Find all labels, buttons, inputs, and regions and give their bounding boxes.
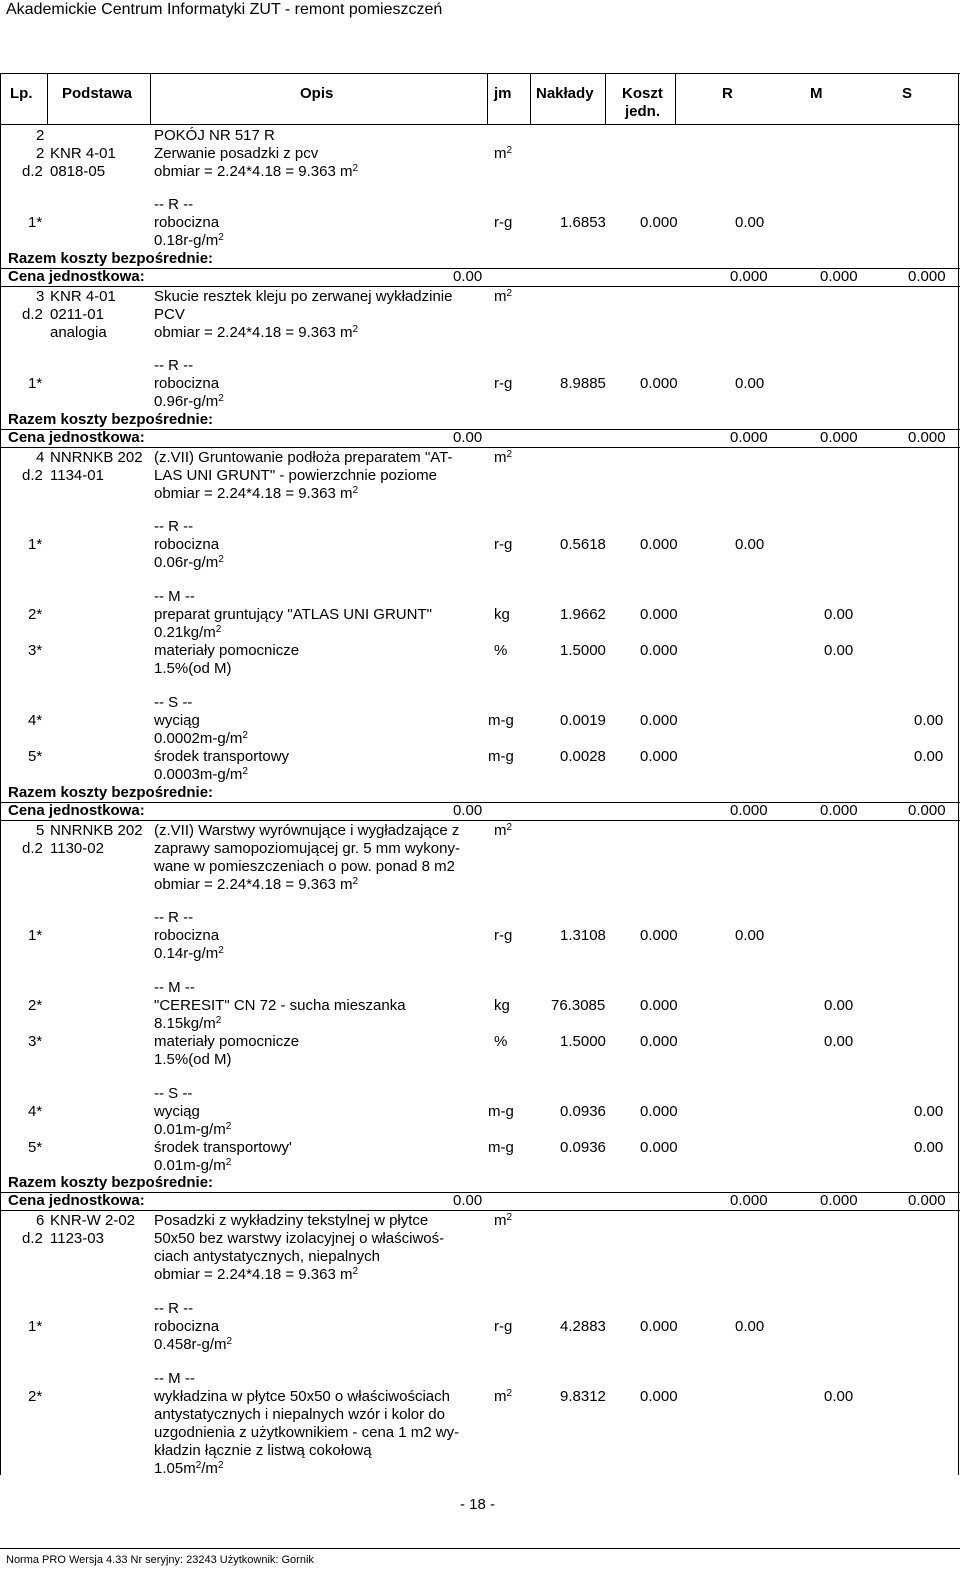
table-left-border	[0, 73, 1, 1475]
item-basis: d.2	[22, 840, 43, 857]
direct-costs-label: Razem koszty bezpośrednie:	[8, 411, 214, 428]
resource-cost: 0.00	[914, 1103, 944, 1120]
resource-norm: $0.21kg/m^2$	[154, 624, 222, 641]
item-basis: 0818-05	[50, 163, 106, 180]
resource-price: 0.000	[640, 214, 678, 231]
resource-number: 1*	[28, 536, 43, 553]
unit-price-s: 0.000	[908, 429, 946, 446]
unit-price-value: 0.00	[453, 429, 483, 446]
resource-name: środek transportowy'	[154, 1139, 292, 1156]
header-divider	[487, 73, 488, 125]
item-description: (z.VII) Warstwy wyrównujące i wygładzające z	[154, 822, 460, 839]
resource-unit: m-g	[488, 712, 514, 729]
item-number: 3	[36, 288, 45, 305]
resource-price: 0.000	[640, 748, 678, 765]
resource-name: środek transportowy	[154, 748, 290, 765]
resource-number: 5*	[28, 1139, 43, 1156]
resource-name: wyciąg	[154, 712, 200, 729]
resource-number: 3*	[28, 1033, 43, 1050]
item-description: 50x50 bez warstwy izolacyjnej o właściwoś-	[154, 1230, 445, 1247]
direct-costs-label: Razem koszty bezpośrednie:	[8, 250, 214, 267]
item-measure: obmiar = 2.24*4.18 = 9.363 $m^2$	[154, 1266, 359, 1283]
resource-unit: r-g	[494, 1318, 513, 1335]
resource-group-r: -- R --	[154, 1300, 194, 1317]
unit-price-s: 0.000	[908, 802, 946, 819]
resource-name: robocizna	[154, 1318, 220, 1335]
resource-unit: m-g	[488, 1139, 514, 1156]
header-divider	[530, 73, 531, 125]
unit-price-r: 0.000	[730, 802, 768, 819]
item-basis: d.2	[22, 306, 43, 323]
resource-cost: 0.00	[735, 927, 765, 944]
resource-unit: r-g	[494, 927, 513, 944]
resource-name: uzgodnienia z użytkownikiem - cena 1 m2 wy-	[154, 1424, 460, 1441]
resource-group-m: -- M --	[154, 1370, 195, 1387]
resource-unit: m-g	[488, 748, 514, 765]
resource-norm: $0.0003m-g/m^2$	[154, 766, 248, 783]
resource-unit: %	[494, 1033, 508, 1050]
resource-name: materiały pomocnicze	[154, 642, 300, 659]
resource-number: 2*	[28, 606, 43, 623]
unit-price-m: 0.000	[820, 429, 858, 446]
resource-price: 0.000	[640, 1103, 678, 1120]
item-basis: d.2	[22, 467, 43, 484]
resource-unit: r-g	[494, 536, 513, 553]
resource-name: wyciąg	[154, 1103, 200, 1120]
item-basis: NNRNKB 202	[50, 822, 143, 839]
resource-name: robocizna	[154, 536, 220, 553]
item-description: PCV	[154, 306, 185, 323]
resource-qty: 1.9662	[560, 606, 606, 623]
resource-number: 1*	[28, 1318, 43, 1335]
header-r: R	[722, 85, 733, 102]
resource-number: 1*	[28, 927, 43, 944]
resource-price: 0.000	[640, 536, 678, 553]
resource-name: "CERESIT" CN 72 - sucha mieszanka	[154, 997, 406, 1014]
resource-number: 1*	[28, 375, 43, 392]
item-basis: 1123-03	[50, 1230, 104, 1247]
item-description: LAS UNI GRUNT" - powierzchnie poziome	[154, 467, 437, 484]
resource-name: robocizna	[154, 375, 220, 392]
resource-norm: $0.01m-g/m^2$	[154, 1157, 232, 1174]
resource-qty: 8.9885	[560, 375, 606, 392]
unit-price-value: 0.00	[453, 268, 483, 285]
resource-norm: $0.96r-g/m^2$	[154, 393, 224, 410]
header-opis: Opis	[300, 85, 334, 102]
row-rule	[0, 1210, 960, 1211]
item-description: Posadzki z wykładziny tekstylnej w płytce	[154, 1212, 429, 1229]
resource-number: 3*	[28, 642, 43, 659]
resource-qty: 9.8312	[560, 1388, 606, 1405]
header-divider	[675, 73, 676, 125]
resource-name: kładzin łącznie z listwą cokołową	[154, 1442, 372, 1459]
resource-qty: 0.0936	[560, 1103, 606, 1120]
resource-norm: 1.5%(od M)	[154, 660, 232, 677]
row-rule	[0, 820, 960, 821]
item-unit: $m^2$	[494, 822, 513, 839]
resource-norm: $0.06r-g/m^2$	[154, 554, 224, 571]
header-lp: Lp.	[10, 85, 33, 102]
resource-cost: 0.00	[735, 1318, 765, 1335]
item-unit: $m^2$	[494, 449, 513, 466]
item-basis: KNR 4-01	[50, 288, 116, 305]
header-divider	[605, 73, 606, 125]
item-unit: $m^2$	[494, 1212, 513, 1229]
resource-norm: 1.5%(od M)	[154, 1051, 232, 1068]
item-description: wane w pomieszczeniach o pow. ponad 8 m2	[154, 858, 456, 875]
resource-price: 0.000	[640, 927, 678, 944]
resource-norm: $8.15kg/m^2$	[154, 1015, 222, 1032]
unit-price-s: 0.000	[908, 268, 946, 285]
resource-group-r: -- R --	[154, 518, 194, 535]
resource-group-s: -- S --	[154, 1085, 193, 1102]
resource-unit: $m^2$	[494, 1388, 513, 1405]
resource-price: 0.000	[640, 1318, 678, 1335]
resource-qty: 76.3085	[551, 997, 606, 1014]
resource-cost: 0.00	[735, 214, 765, 231]
resource-norm: $0.18r-g/m^2$	[154, 232, 224, 249]
item-basis: KNR 4-01	[50, 145, 116, 162]
item-measure: obmiar = 2.24*4.18 = 9.363 $m^2$	[154, 324, 359, 341]
resource-qty: 1.6853	[560, 214, 606, 231]
header-koszt: Koszt	[622, 85, 663, 102]
row-rule	[0, 286, 960, 287]
item-basis: d.2	[22, 1230, 43, 1247]
header-jm: jm	[494, 85, 512, 102]
item-basis: d.2	[22, 163, 43, 180]
resource-norm: $0.01m-g/m^2$	[154, 1121, 232, 1138]
unit-price-label: Cena jednostkowa:	[8, 268, 145, 285]
item-basis: KNR-W 2-02	[50, 1212, 136, 1229]
resource-number: 4*	[28, 1103, 43, 1120]
resource-qty: 1.5000	[560, 1033, 606, 1050]
direct-costs-label: Razem koszty bezpośrednie:	[8, 1174, 214, 1191]
row-rule	[0, 447, 960, 448]
resource-name: robocizna	[154, 927, 220, 944]
resource-group-r: -- R --	[154, 909, 194, 926]
resource-cost: 0.00	[735, 375, 765, 392]
resource-qty: 1.3108	[560, 927, 606, 944]
item-number: 5	[36, 822, 45, 839]
resource-group-r: -- R --	[154, 357, 194, 374]
resource-qty: 1.5000	[560, 642, 606, 659]
unit-price-r: 0.000	[730, 1192, 768, 1209]
item-number: 6	[36, 1212, 45, 1229]
resource-name: materiały pomocnicze	[154, 1033, 300, 1050]
section-number: 2	[36, 127, 45, 144]
resource-price: 0.000	[640, 1388, 678, 1405]
resource-qty: 0.0028	[560, 748, 606, 765]
unit-price-value: 0.00	[453, 802, 483, 819]
item-unit: $m^2$	[494, 288, 513, 305]
resource-unit: r-g	[494, 214, 513, 231]
footer-text: Norma PRO Wersja 4.33 Nr seryjny: 23243 Użytkownik: Gornik	[6, 1554, 314, 1566]
resource-number: 2*	[28, 1388, 43, 1405]
resource-price: 0.000	[640, 1139, 678, 1156]
resource-norm: $0.458r-g/m^2$	[154, 1336, 233, 1353]
resource-qty: 0.0936	[560, 1139, 606, 1156]
item-basis: 1130-02	[50, 840, 104, 857]
direct-costs-label: Razem koszty bezpośrednie:	[8, 784, 214, 801]
item-measure: obmiar = 2.24*4.18 = 9.363 $m^2$	[154, 163, 359, 180]
item-description: (z.VII) Gruntowanie podłoża preparatem "AT-	[154, 449, 453, 466]
resource-group-r: -- R --	[154, 196, 194, 213]
item-description: zaprawy samopoziomującej gr. 5 mm wykony-	[154, 840, 460, 857]
resource-unit: kg	[494, 997, 510, 1014]
resource-price: 0.000	[640, 375, 678, 392]
table-right-border	[958, 73, 959, 1475]
header-m: M	[810, 85, 823, 102]
item-measure: obmiar = 2.24*4.18 = 9.363 $m^2$	[154, 876, 359, 893]
resource-cost: 0.00	[824, 997, 854, 1014]
resource-unit: kg	[494, 606, 510, 623]
resource-name: robocizna	[154, 214, 220, 231]
resource-qty: 4.2883	[560, 1318, 606, 1335]
resource-price: 0.000	[640, 642, 678, 659]
resource-cost: 0.00	[824, 606, 854, 623]
item-basis: analogia	[50, 324, 107, 341]
resource-number: 2*	[28, 997, 43, 1014]
item-number: 4	[36, 449, 45, 466]
resource-number: 5*	[28, 748, 43, 765]
section-title: POKÓJ NR 517 R	[154, 127, 275, 144]
resource-norm: $0.0002m-g/m^2$	[154, 730, 248, 747]
unit-price-r: 0.000	[730, 429, 768, 446]
header-naklady: Nakłady	[536, 85, 594, 102]
resource-price: 0.000	[640, 712, 678, 729]
unit-price-m: 0.000	[820, 1192, 858, 1209]
header-koszt-jedn: jedn.	[625, 103, 661, 120]
resource-group-m: -- M --	[154, 588, 195, 605]
resource-name: antystatycznych i niepalnych wzór i kolor do	[154, 1406, 445, 1423]
resource-unit: m-g	[488, 1103, 514, 1120]
unit-price-label: Cena jednostkowa:	[8, 1192, 145, 1209]
resource-cost: 0.00	[824, 642, 854, 659]
resource-unit: r-g	[494, 375, 513, 392]
item-basis: 0211-01	[50, 306, 104, 323]
header-top-rule	[0, 73, 960, 74]
resource-cost: 0.00	[735, 536, 765, 553]
header-s: S	[902, 85, 913, 102]
resource-number: 1*	[28, 214, 43, 231]
resource-group-s: -- S --	[154, 694, 193, 711]
resource-name: preparat gruntujący "ATLAS UNI GRUNT"	[154, 606, 432, 623]
page-title: Akademickie Centrum Informatyki ZUT - remont pomieszczeń	[6, 1, 443, 18]
resource-price: 0.000	[640, 1033, 678, 1050]
resource-cost: 0.00	[824, 1033, 854, 1050]
header-divider	[47, 73, 48, 125]
resource-cost: 0.00	[914, 712, 944, 729]
item-unit: $m^2$	[494, 145, 513, 162]
item-description: Skucie resztek kleju po zerwanej wykładzinie	[154, 288, 453, 305]
resource-cost: 0.00	[824, 1388, 854, 1405]
unit-price-label: Cena jednostkowa:	[8, 429, 145, 446]
resource-price: 0.000	[640, 997, 678, 1014]
item-number: 2	[36, 145, 45, 162]
resource-unit: %	[494, 642, 508, 659]
unit-price-label: Cena jednostkowa:	[8, 802, 145, 819]
unit-price-m: 0.000	[820, 268, 858, 285]
resource-qty: 0.0019	[560, 712, 606, 729]
resource-qty: 0.5618	[560, 536, 606, 553]
page-number: - 18 -	[460, 1496, 496, 1513]
item-basis: NNRNKB 202	[50, 449, 143, 466]
header-divider	[150, 73, 151, 125]
unit-price-m: 0.000	[820, 802, 858, 819]
unit-price-s: 0.000	[908, 1192, 946, 1209]
resource-group-m: -- M --	[154, 979, 195, 996]
resource-norm: $0.14r-g/m^2$	[154, 945, 224, 962]
resource-price: 0.000	[640, 606, 678, 623]
unit-price-r: 0.000	[730, 268, 768, 285]
header-podstawa: Podstawa	[62, 85, 133, 102]
footer-rule	[0, 1548, 960, 1549]
item-description: Zerwanie posadzki z pcv	[154, 145, 319, 162]
unit-price-value: 0.00	[453, 1192, 483, 1209]
item-measure: obmiar = 2.24*4.18 = 9.363 $m^2$	[154, 485, 359, 502]
item-description: ciach antystatycznych, niepalnych	[154, 1248, 380, 1265]
item-basis: 1134-01	[50, 467, 104, 484]
resource-cost: 0.00	[914, 1139, 944, 1156]
resource-number: 4*	[28, 712, 43, 729]
resource-name: wykładzina w płytce 50x50 o właściwościach	[154, 1388, 450, 1405]
resource-cost: 0.00	[914, 748, 944, 765]
resource-norm: $1.05m^2/m^2$	[154, 1460, 224, 1477]
header-bottom-rule	[0, 124, 960, 125]
